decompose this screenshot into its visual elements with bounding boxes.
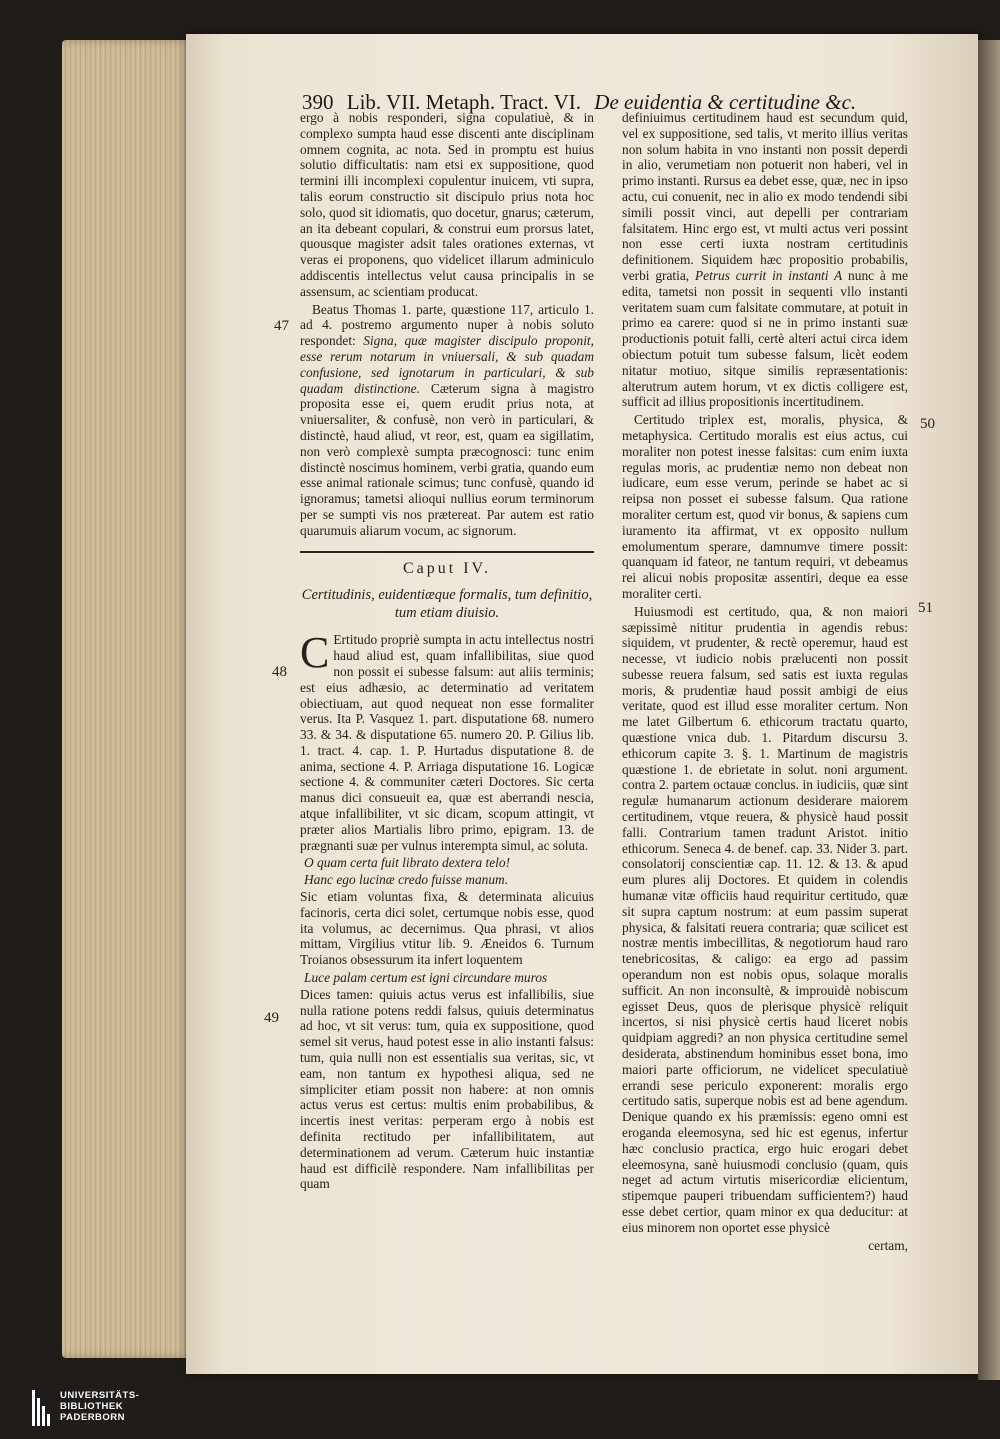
library-line: PADERBORN	[60, 1412, 126, 1423]
paragraph-text: nunc à me edita, tametsi non possit in sequenti vllo instanti veritatem suam cum falsitate commutare, at potuit in primo ea carere: quod si ne in primo instanti suæ productionis potuit falli, certè alteri actui circa idem obiectum potuit tum subesse falsum, licèt eodem nitatur motiuo, sitque similis repræsentationis: alterutrum autem horum, vt ex dictis colligere est, sufficit ad illius propositionis incertitudinem.	[622, 267, 909, 410]
book-page-edges	[62, 40, 192, 1358]
chapter-subtitle: Certitudinis, euidentiæque formalis, tum definitio, tum etiam diuisio.	[301, 587, 593, 622]
verse-line: Luce palam certum est igni circundare muros	[304, 970, 548, 986]
paragraph: Sic etiam voluntas fixa, & determinata alicuius facinoris, certa dici solet, certumque nobis esse, quod ita volumus, ac decernimus. Qua phrasi, vt alios mittam, Virgilius vtitur lib. 9. Æneidos 6. Turnum Troianos obsessurum ita infert loquentem	[300, 889, 594, 968]
library-line: UNIVERSITÄTS-	[60, 1390, 140, 1401]
margin-number-48: 48	[272, 664, 287, 680]
paragraph: Certitudo triplex est, moralis, physica, & metaphysica. Certitudo moralis est eius actus, cui moraliter non potest inesse falsitas: cum enim iuxta regulas moris, ac prudentiæ nemo non debeat non iudicare, eum esse verum, perinde se habet ac si reipsa non posset ei subesse falsum. Qua ratione moraliter certum est, quod vir bonus, & sapiens cum iuramento ita affirmat, vt ex opposito nullum emolumentum sperare, damnumve timere possit: quanquam id fateor, ne tantum requiri, vt debeamus rei alicui nobis propositæ assentiri, deque ea esse moraliter certi.	[622, 412, 908, 601]
paragraph-text: Ertitudo propriè sumpta in actu intellectus nostri haud aliud est, quam infallibilitas, siue quod non possit ei subesse falsum: aut aliis terminis; est eius adhæsio, ac determinatio ad veritatem obiectiuam, aut quod nequeat non esse formaliter verus. Ita P. Vasquez 1. part. disputatione 68. numero 33. & 34. & disputatione 65. numero 20. P. Gilius lib. 1. tract. 4. cap. 1. P. Hurtadus disputatione 8. de anima, sectione 4. P. Arriaga disputatione 16. Logicæ sectione 4. & communiter cæteri Doctores. Sic certa manus dici consueuit ea, quæ est aberrandi nescia, atque infallibiliter, vt sic dicam, scopum attingit, vt præter alios Martialis libro primo, epigram. 13. de prægnanti suæ per vulnus interempta simul, ac soluta.	[300, 632, 594, 853]
paragraph: Huiusmodi est certitudo, qua, & non maiori sæpissimè nititur prudentia in agendis rebus: siquidem, vt prudenter, & rectè operemur, haud est necesse, vt iudicio nobis prælucenti non possit subesse reuera falsum, sed satis est iuxta regulas moris, & prudentiæ haud possit ambigi de eius veritate, quod est illud esse moraliter certum. Non me latet Gilbertum 6. ethicorum tractatu quarto, quæstione vnica dub. 1. Pitardum discursu 3. ethicorum capite 3. §. 1. Martinum de magistris quæstione 1. de ebrietate in solut. noni argument. contra 2. partem octauæ conclus. in iudiciis, quæ sint regulæ humanarum actionum desiderare maiorem certitudinem, vtque reuera, & physicè haud possit falli. Contrarium tamen tradunt Aristot. initio ethicorum. Seneca 4. de benef. cap. 33. Nider 3. part. consolatorij conscientiæ cap. 11. 12. & 13. & apud eum plures alij Doctores. Et quidem in colendis humanæ vitæ officiis haud requiritur certitudo, quæ sit supra captum nostrum: at eum passim superat physica, & falsitati reuera contraria; quæ scilicet est nostræ mentis imbecillitas, & negotiorum haud raro tenebricositas, & caligo: ea ergo ad passim operandum non est nobis opus, solaque moralis sufficit. An non inconsultè, & improuidè nobiscum egisset Deus, quos de plerisque physicè reliquit incertos, si nisi physicè certis haud liceret nobis quidpiam aggredi? an non physica certitudine semel desiderata, abstinendum hominibus esset bona, imo maiori parte officiorum, ne videlicet speculatiuè errandi sese periculo exponerent: moralis ergo certitudo satis, superque nobis est ad bene agendum. Denique quando ex his præmissis: egeno omni est eroganda eleemosyna, sed hic est egenus, infertur hæc conclusio practica, ergo huic erogari debet eleemosyna, sanè huiusmodi conclusio (quam, quis neget ad actum virtutis misericordiæ elicientum, stipemque pauperi tribuendam sufficientem?) haud esse debet certior, quam minor ex qua deducitur: at eius minorem non oportet esse physicè	[622, 603, 908, 1235]
logo-bars-icon	[32, 1390, 56, 1426]
paragraph	[300, 302, 594, 539]
verse-line: Hanc ego lucinæ credo fuisse manum.	[304, 872, 509, 888]
paragraph-text: definiuimus certitudinem haud est secundum quid, vel ex suppositione, sed talis, vt merito illius veritas non solum habita in vno instanti non possit deperdi in alio, verumetiam non potuerit non haberi, vel in primo instanti. Rursus ea debet esse, quæ, nec in ipso actu, cui conuenit, nec in alio ex modo tendendi sibi simili possit vinci, aut depelli per contrariam falsitatem. Hinc ergo est, vt multi actus veri possint non esse certi iuxta nostram certitudinis definitionem. Siquidem hæc propositio probabilis, verbi gratia,	[622, 110, 908, 283]
library-name	[60, 1390, 139, 1423]
right-column	[622, 110, 908, 1255]
facing-page-edge	[978, 40, 1000, 1380]
margin-number-51: 51	[918, 600, 933, 616]
book-reference: Lib. VII. Metaph. Tract. VI.	[346, 90, 582, 114]
verse-line: O quam certa fuit librato dextera telo!	[304, 855, 511, 871]
paragraph	[300, 628, 594, 853]
margin-number-50: 50	[920, 416, 935, 432]
paragraph	[622, 110, 908, 410]
quotation: Signa, quæ magister discipulo proponit, esse rerum notarum in vniuersali, & sub quadam confusione, sed ignotarum in particulari, & sub quadam distinctione.	[300, 333, 594, 396]
paragraph-text: Cæterum signa à magistro proposita esse ei, quem erudit prius nota, at vniuersaliter, & confusè, non verò in particulari, & distinctè, haud aliud, vt reor, est, quam ea sigillatim, non verò complexè sumpta præcognosci: tunc enim distinctè noscimus hominem, verbi gratia, quando eum esse animal rationale scimus; tunc confusè, quando id ignoramus; tametsi alioqui nullius eorum terminorum per se sumpti vis nos prætereat. Par autem est ratio quarumuis aliarum vocum, ac signorum.	[300, 380, 594, 538]
running-title: De euidentia & certitudine &c.	[594, 90, 857, 114]
paragraph: ergo à nobis responderi, signa copulatiuè, & in complexo sumpta haud esse discenti ante disciplinam omnem cognita, ac nota. Sed in promptu est huius solutio difficultatis: nam etsi ex suppositione, quod termini illi incomplexi copulentur inuicem, vti supra, talis eorum constructio sit discipulo prius nota hoc solo, quod sit idiomatis, quo docetur, gnarus; cæterum, an ita debeant copulari, & construi eum prorsus latet, quousque magister adsit tales orationes externas, vt veras ei proponens, quo videlicet illarum adminiculo addiscentis intellectus velut causa principalis in se assensum, ac scientiam producat.	[300, 110, 594, 299]
margin-number-47: 47	[274, 318, 289, 334]
chapter-heading: Caput IV.	[402, 559, 492, 577]
paragraph: Dices tamen: quiuis actus verus est infallibilis, siue nulla ratione potens reddi falsus, quiuis determinatus ad hoc, vt sit verus: tum, quia ex suppositione, quod semel sit verus, haud potest esse in alio instanti falsus: tum, quia nulli non est essentialis sua veritas, sic, vt eam, non tantum ex hypothesi aliqua, sed ne simpliciter etiam possit non habere: at non omnis actus verus est certus: multis enim probabilibus, & incertis inest veritas: perperam ergo à nobis est definita rectitudo per infallibilitatem, aut determinationem ad verum. Cæterum huic instantiæ haud est difficilè respondere. Nam infallibilitas per quam	[300, 986, 594, 1192]
library-line: BIBLIOTHEK	[60, 1401, 124, 1412]
page-number: 390	[302, 90, 334, 114]
paragraph-text: Beatus Thomas 1. parte, quæstione 117, articulo 1. ad 4. postremo argumento nuper à nobis soluto respondet:	[300, 301, 594, 349]
drop-capital: C	[300, 628, 330, 678]
section-rule	[300, 551, 594, 553]
library-logo	[32, 1390, 232, 1430]
catchword: certam,	[868, 1237, 908, 1253]
margin-number-49: 49	[264, 1010, 279, 1026]
left-column	[300, 110, 594, 1194]
example-proposition: Petrus currit in instanti A	[694, 267, 843, 283]
